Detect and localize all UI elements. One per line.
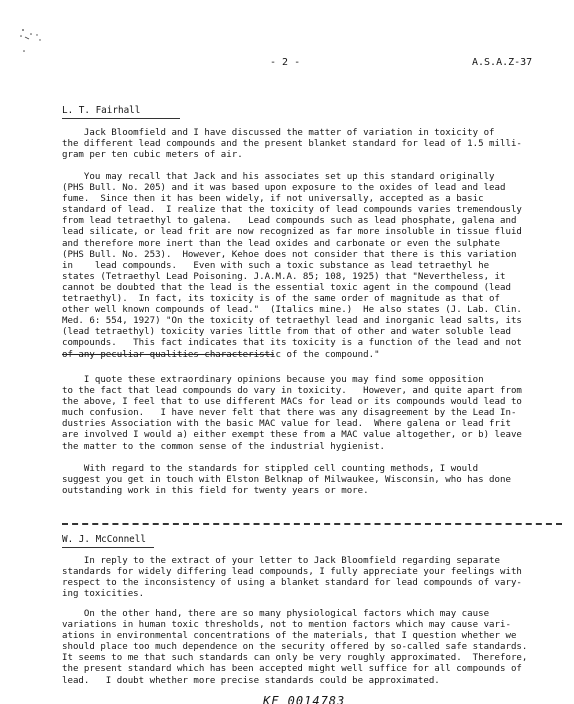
text-line: in lead compounds. Even with such a toxic substance as lead tetraethyl he xyxy=(62,260,490,271)
text-line: are involved I would a) either exempt these from a MAC value altogether, or b) leave xyxy=(62,430,522,441)
heading-rule xyxy=(62,118,180,119)
text-line: the above, I feel that to use different MACs for lead or its compounds would lead to xyxy=(62,397,522,408)
text-line: suggest you get in touch with Elston Belknap of Milwaukee, Wisconsin, who has done xyxy=(62,475,511,486)
text-line: much confusion. I have never felt that there was any disagreement by the Lead In- xyxy=(62,408,517,419)
text-line: the different lead compounds and the present blanket standard for lead of 1.5 milli- xyxy=(62,139,522,150)
text-line: standards for widely differing lead compounds, I fully appreciate your feelings with xyxy=(62,567,522,578)
text-line: (PHS Bull. No. 205) and it was based upon exposure to the oxides of lead and lead xyxy=(62,183,506,194)
text-line: states (Tetraethyl Lead Poisoning. J.A.M.A. 85; 108, 1925) that "Nevertheless, it xyxy=(62,271,506,282)
heading-rule xyxy=(62,547,154,548)
text-line: should place too much dependence on the security offered by so-called safe standards. xyxy=(62,642,528,653)
text-line: Jack Bloomfield and I have discussed the matter of variation in toxicity of xyxy=(62,128,495,138)
text-line: lead silicate, or lead frit are now recognized as far more insoluble in tissue fluid xyxy=(62,227,522,238)
text-line: fume. Since then it has been widely, if not universally, accepted as a basic xyxy=(62,194,484,205)
section-heading-mcconnell: W. J. McConnell xyxy=(62,534,146,545)
text-line: gram per ten cubic meters of air. xyxy=(62,150,243,161)
section-heading-fairhall: L. T. Fairhall xyxy=(62,105,141,116)
paragraph xyxy=(62,375,562,453)
text-line: You may recall that Jack and his associates set up this standard originally xyxy=(62,172,495,182)
text-line: On the other hand, there are so many physiological factors which may cause xyxy=(62,609,490,619)
text-line: of any peculiar qualities characteristic of the compound." xyxy=(62,349,380,360)
text-line: the present standard which has been accepted might well suffice for all compounds of xyxy=(62,664,522,675)
text-line: standard of lead. I realize that the toxicity of lead compounds varies tremendously xyxy=(62,205,522,216)
text-line: ations in environmental concentrations of the materials, that I question whether we xyxy=(62,631,517,642)
text-line: In reply to the extract of your letter to Jack Bloomfield regarding separate xyxy=(62,556,500,566)
paragraph xyxy=(62,128,562,161)
text-line: It seems to me that such standards can only be very roughly approximated. Therefore, xyxy=(62,653,528,664)
text-line: from lead tetraethyl to galena. Lead compounds such as lead phosphate, galena and xyxy=(62,216,517,227)
text-line: (PHS Bull. No. 253). However, Kehoe does not consider that there is this variation xyxy=(62,249,517,260)
paragraph xyxy=(62,609,562,687)
text-line: compounds. This fact indicates that its toxicity is a function of the lead and not xyxy=(62,338,522,349)
page-number: - 2 - xyxy=(270,57,301,68)
section-divider xyxy=(62,523,562,525)
paragraph xyxy=(62,464,562,497)
text-line: I quote these extraordinary opinions because you may find some opposition xyxy=(62,375,484,385)
text-line: variations in human toxic thresholds, not to mention factors which may cause vari- xyxy=(62,620,511,631)
text-line: the matter to the common sense of the industrial hygienist. xyxy=(62,441,386,452)
text-line: other well known compounds of lead." (Italics mine.) He also states (J. Lab. Clin. xyxy=(62,305,522,316)
document-id: A.S.A.Z-37 xyxy=(472,57,533,68)
text-line: Med. 6: 554, 1927) "On the toxicity of tetraethyl lead and inorganic lead salts, its xyxy=(62,316,522,327)
text-line: and therefore more inert than the lead oxides and carbonate or even the sulphate xyxy=(62,238,500,249)
text-line: dustries Association with the basic MAC value for lead. Where galena or lead frit xyxy=(62,419,511,430)
text-line: lead. I doubt whether more precise standards could be approximated. xyxy=(62,675,440,686)
handwritten-underline xyxy=(62,354,274,355)
text-line: to the fact that lead compounds do vary in toxicity. However, and quite apart from xyxy=(62,386,522,397)
text-line: respect to the inconsistency of using a blanket standard for lead compounds of vary- xyxy=(62,578,522,589)
stray-ink-marks xyxy=(16,26,48,58)
paragraph xyxy=(62,172,562,361)
text-line: tetraethyl). In fact, its toxicity is of the same order of magnitude as that of xyxy=(62,294,500,305)
text-line: cannot be doubted that the lead is the essential toxic agent in the compound (lead xyxy=(62,282,511,293)
paragraph xyxy=(62,556,562,600)
bates-number: KF 0014783 xyxy=(263,694,346,704)
text-line: (lead tetraethyl) toxicity varies little from that of other and water soluble lead xyxy=(62,327,511,338)
text-line: outstanding work in this field for twenty years or more. xyxy=(62,486,369,497)
text-line: With regard to the standards for stippled cell counting methods, I would xyxy=(62,464,479,474)
text-line: ing toxicities. xyxy=(62,589,145,600)
